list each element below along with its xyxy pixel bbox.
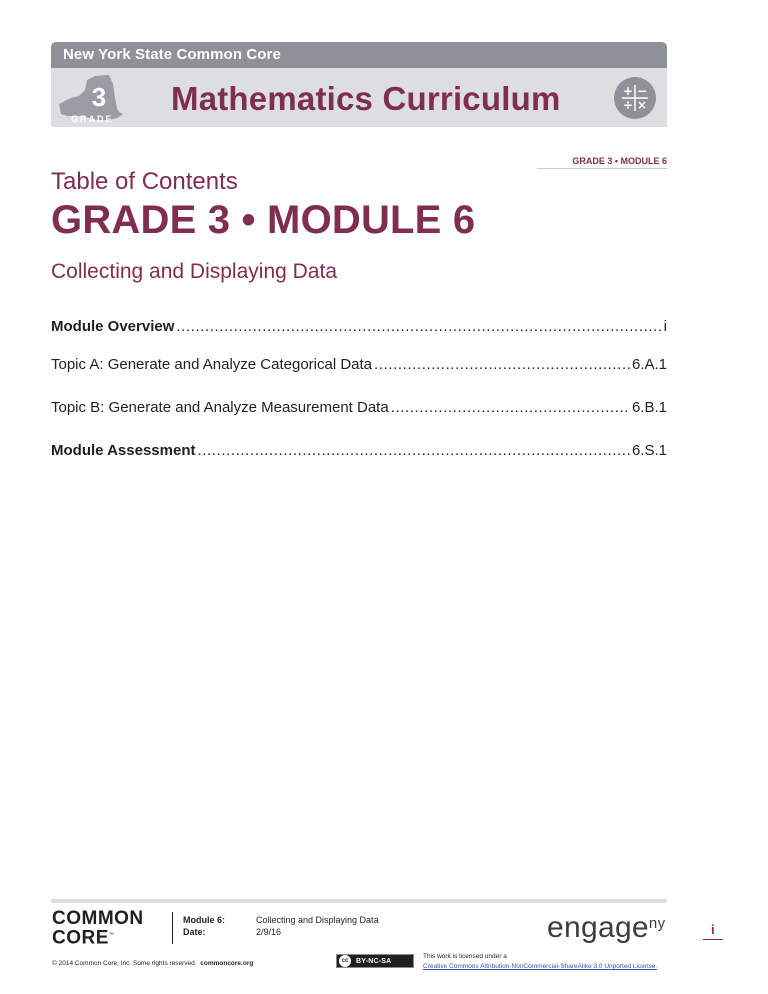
engageny-logo bbox=[547, 912, 665, 944]
banner-top-bar bbox=[51, 42, 667, 68]
copyright-site-link[interactable]: commoncore.org bbox=[200, 960, 254, 967]
logo-line-1: COMMON bbox=[52, 908, 144, 929]
page-number: i bbox=[711, 922, 715, 937]
toc-entry-text: Topic A: Generate and Analyze Categorical Data bbox=[51, 356, 373, 373]
copyright bbox=[52, 960, 253, 967]
common-core-logo bbox=[52, 908, 144, 949]
curriculum-title: Mathematics Curriculum bbox=[171, 80, 561, 117]
toc-leader-dots bbox=[374, 356, 630, 373]
ny-word: ny bbox=[648, 915, 666, 932]
footer-separator bbox=[172, 912, 173, 944]
footer-date-value: 2/9/16 bbox=[256, 927, 282, 937]
footer-rule bbox=[51, 899, 667, 903]
divide-icon: ÷ bbox=[622, 98, 634, 112]
grade-number: 3 bbox=[91, 82, 107, 112]
plus-icon: + bbox=[622, 84, 634, 98]
footer-module-value: Collecting and Displaying Data bbox=[256, 915, 379, 925]
minus-icon: − bbox=[636, 84, 648, 98]
module-tag: GRADE 3 • MODULE 6 bbox=[572, 156, 667, 166]
toc-entry-text: Topic B: Generate and Analyze Measurement Data bbox=[51, 399, 389, 416]
license-link[interactable]: Creative Commons Attribution-NonCommercial-ShareAlike 3.0 Unported License. bbox=[423, 963, 658, 970]
toc-entry-text: Module Overview bbox=[51, 318, 175, 335]
page-number-underline bbox=[703, 939, 723, 940]
banner-main bbox=[51, 68, 667, 127]
math-operations-icon bbox=[613, 76, 657, 120]
logo-line-2: CORE bbox=[52, 927, 109, 949]
module-subtitle: Collecting and Displaying Data bbox=[51, 260, 337, 283]
state-label: New York State Common Core bbox=[63, 46, 281, 63]
toc-entry-module-assessment[interactable] bbox=[51, 442, 667, 459]
module-tag-underline bbox=[537, 168, 667, 169]
toc-entry-topic-b[interactable] bbox=[51, 399, 667, 416]
footer-date-label: Date: bbox=[183, 927, 206, 937]
grade-word: GRADE bbox=[71, 114, 114, 124]
module-heading: GRADE 3 • MODULE 6 bbox=[51, 198, 476, 242]
toc-leader-dots bbox=[391, 399, 630, 416]
multiply-icon: × bbox=[636, 98, 648, 112]
toc-leader-dots bbox=[176, 318, 661, 335]
toc-entry-topic-a[interactable] bbox=[51, 356, 667, 373]
toc-entry-page: 6.S.1 bbox=[631, 442, 667, 459]
toc-entry-page: 6.B.1 bbox=[631, 399, 667, 416]
cc-badge-text: BY-NC-SA bbox=[356, 957, 392, 965]
new-york-state-icon bbox=[57, 74, 125, 124]
engage-word: engage bbox=[547, 911, 649, 944]
copyright-text: © 2014 Common Core, Inc. Some rights reserved. bbox=[52, 960, 197, 967]
toc-entry-page: 6.A.1 bbox=[631, 356, 667, 373]
toc-entry-text: Module Assessment bbox=[51, 442, 196, 459]
cc-license-badge[interactable] bbox=[336, 954, 414, 968]
toc-leader-dots bbox=[198, 442, 630, 459]
toc-label: Table of Contents bbox=[51, 168, 238, 195]
license-text: This work is licensed under a bbox=[423, 953, 507, 960]
footer-module-label: Module 6: bbox=[183, 915, 225, 925]
toc-entry-module-overview[interactable] bbox=[51, 318, 667, 335]
cc-icon: cc bbox=[339, 955, 351, 967]
toc-entry-page: i bbox=[663, 318, 667, 335]
trademark-mark: ™ bbox=[108, 932, 115, 938]
